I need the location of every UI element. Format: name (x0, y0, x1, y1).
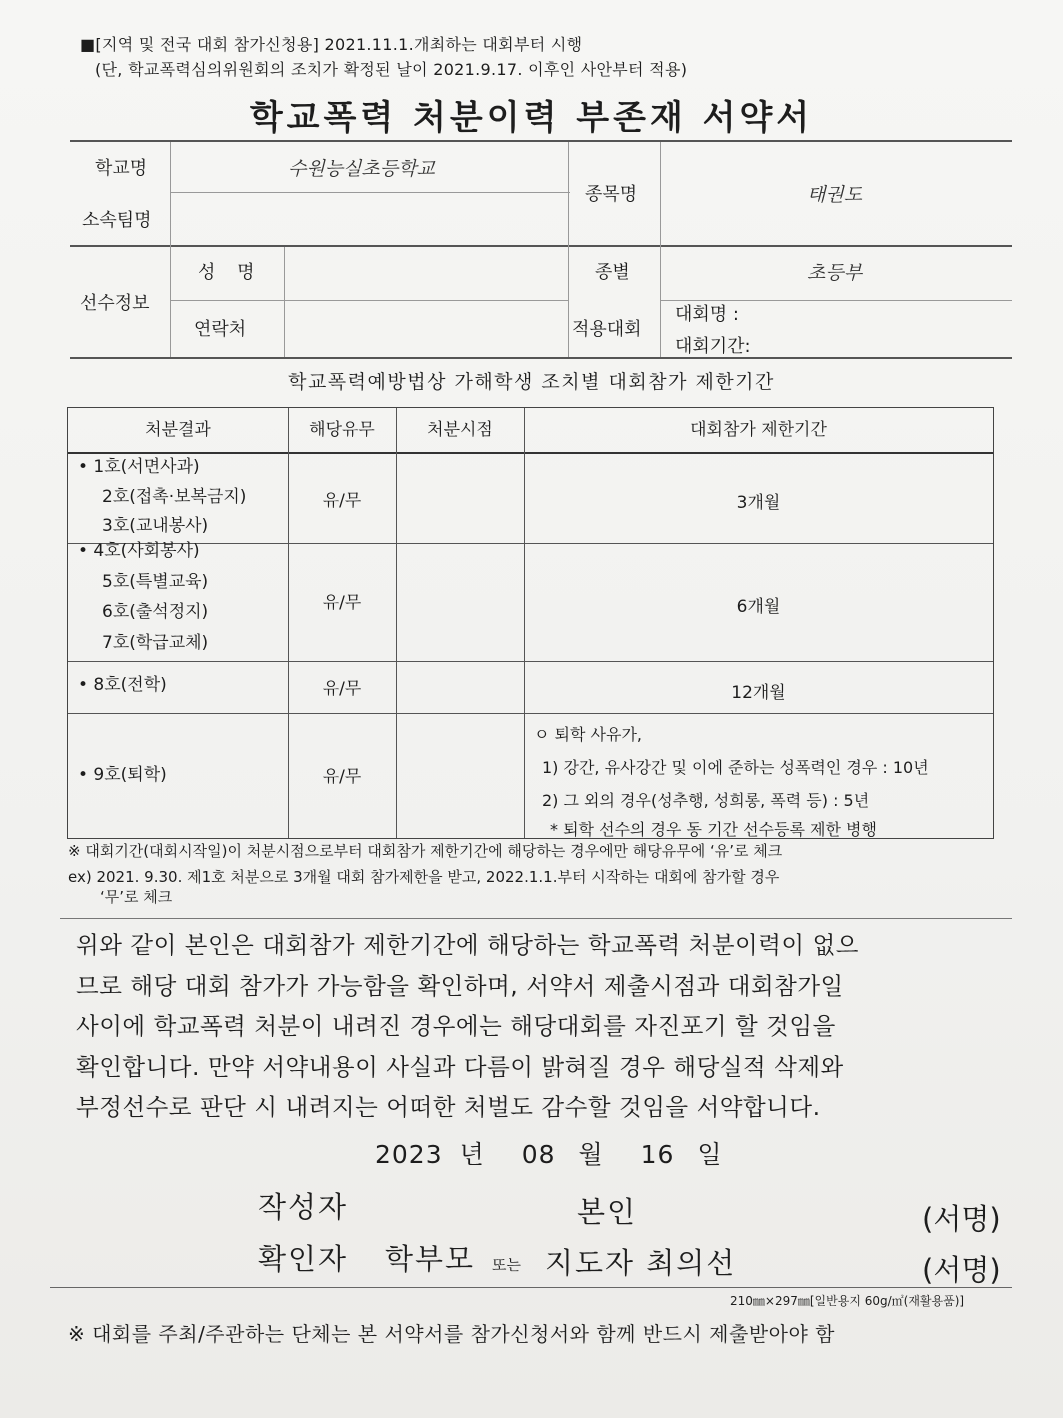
header-result: 처분결과 (145, 420, 211, 440)
expulsion-period-details (534, 718, 929, 843)
result-item: • 9호(퇴학) (78, 765, 167, 785)
date-month-unit: 월 (578, 1140, 604, 1169)
confirmer-coach[interactable]: 지도자 최의선 (545, 1246, 737, 1280)
document-title: 학교폭력 처분이력 부존재 서약서 (249, 98, 814, 138)
team-label: 소속팀명 (82, 210, 152, 231)
contest-period-label: 대회기간: (675, 336, 751, 357)
pledge-line: 므로 해당 대회 참가가 가능함을 확인하며, 서약서 제출시점과 대회참가일 (76, 971, 844, 1000)
date-year-unit: 년 (459, 1140, 485, 1169)
confirmer-sign[interactable]: (서명) (922, 1253, 1001, 1287)
info-table (70, 140, 1012, 359)
expulsion-line: ㅇ 퇴학 사유가, (534, 725, 642, 744)
restriction-subtitle: 학교폭력예방법상 가해학생 조치별 대회참가 제한기간 (288, 371, 775, 393)
result-item: 6호(출석정지) (102, 602, 209, 622)
result-item: 5호(특별교육) (102, 571, 209, 592)
note-2: ex) 2021. 9.30. 제1호 처분으로 3개월 대회 참가제한을 받고, 2022.1.1.부터 시작하는 대회에 참가할 경우 (68, 868, 780, 886)
pledge-line: 사이에 학교폭력 처분이 내려진 경우에는 해당대회를 자진포기 할 것임을 (76, 1012, 836, 1040)
restriction-table (67, 407, 994, 839)
applicable-toggle[interactable]: 유/무 (322, 491, 362, 511)
applied-contest-label: 적용대회 (572, 319, 642, 340)
result-item: • 4호(사회봉사) (78, 541, 200, 561)
restriction-period: 3개월 (736, 493, 781, 513)
event-value[interactable]: 태권도 (807, 184, 863, 206)
restriction-period: 12개월 (731, 683, 786, 703)
writer-value[interactable]: 본인 (577, 1195, 638, 1229)
school-value[interactable]: 수원능실초등학교 (288, 158, 435, 180)
confirmer-or: 또는 (492, 1256, 521, 1274)
paper-info: 210㎜×297㎜[일반용지 60g/㎡(재활용품)] (730, 1294, 965, 1308)
pledge-line: 부정선수로 판단 시 내려지는 어떠한 처벌도 감수할 것임을 서약합니다. (76, 1093, 821, 1121)
confirmer-parent: 학부모 (385, 1242, 476, 1276)
header-restriction-period: 대회참가 제한기간 (690, 420, 827, 440)
pledge-line: 확인합니다. 만약 서약내용이 사실과 다름이 밝혀질 경우 해당실적 삭제와 (76, 1052, 844, 1081)
school-label: 학교명 (95, 158, 148, 179)
result-item: 3호(교내봉사) (102, 516, 209, 536)
applicable-toggle[interactable]: 유/무 (322, 679, 362, 699)
contest-name-label: 대회명 : (675, 304, 739, 325)
header-line-1: ■[지역 및 전국 대회 참가신청용] 2021.11.1.개최하는 대회부터 시행 (80, 35, 583, 54)
note-3: ‘무’로 체크 (100, 888, 173, 906)
date-day[interactable]: 16 (640, 1140, 675, 1169)
date-month[interactable]: 08 (521, 1140, 556, 1169)
player-info-label: 선수정보 (80, 293, 150, 314)
applicable-toggle[interactable]: 유/무 (322, 593, 362, 613)
writer-sign[interactable]: (서명) (922, 1202, 1001, 1236)
footer-note: ※ 대회를 주최/주관하는 단체는 본 서약서를 참가신청서와 함께 반드시 제출받아야 함 (68, 1322, 835, 1346)
note-1: ※ 대회기간(대회시작일)이 처분시점으로부터 대회참가 제한기간에 해당하는 경우에만 해당유무에 ‘유’로 체크 (68, 842, 783, 860)
signing-date (375, 1135, 722, 1171)
contact-label: 연락처 (194, 319, 247, 340)
date-year[interactable]: 2023 (375, 1140, 443, 1169)
table-row (78, 536, 208, 658)
header-applicable: 해당유무 (309, 420, 375, 440)
header-line-2: (단, 학교폭력심의위원회의 조치가 확정된 날이 2021.9.17. 이후인 사안부터 적용) (95, 60, 688, 79)
expulsion-line: * 퇴학 선수의 경우 동 기간 선수등록 제한 병행 (550, 820, 877, 839)
confirmer-label: 확인자 (258, 1242, 349, 1276)
name-label: 성 명 (198, 262, 263, 283)
header-action-date: 처분시점 (427, 420, 493, 440)
result-item: 7호(학급교체) (102, 632, 209, 653)
division-value[interactable]: 초등부 (807, 262, 863, 284)
restriction-period: 6개월 (736, 597, 781, 617)
table-row (78, 453, 246, 542)
date-day-unit: 일 (697, 1140, 723, 1169)
event-label: 종목명 (585, 184, 638, 205)
result-item: • 8호(전학) (78, 675, 167, 695)
result-item: • 1호(서면사과) (78, 457, 200, 477)
applicable-toggle[interactable]: 유/무 (322, 767, 362, 787)
division-label: 종별 (595, 262, 630, 283)
pledge-line: 위와 같이 본인은 대회참가 제한기간에 해당하는 학교폭력 처분이력이 없으 (76, 931, 859, 959)
expulsion-line: 1) 강간, 유사강간 및 이에 준하는 성폭력인 경우 : 10년 (542, 758, 929, 777)
expulsion-line: 2) 그 외의 경우(성추행, 성희롱, 폭력 등) : 5년 (542, 791, 870, 810)
result-item: 2호(접촉·보복금지) (102, 486, 247, 507)
writer-label: 작성자 (258, 1190, 349, 1224)
pledge-text (76, 925, 996, 1128)
